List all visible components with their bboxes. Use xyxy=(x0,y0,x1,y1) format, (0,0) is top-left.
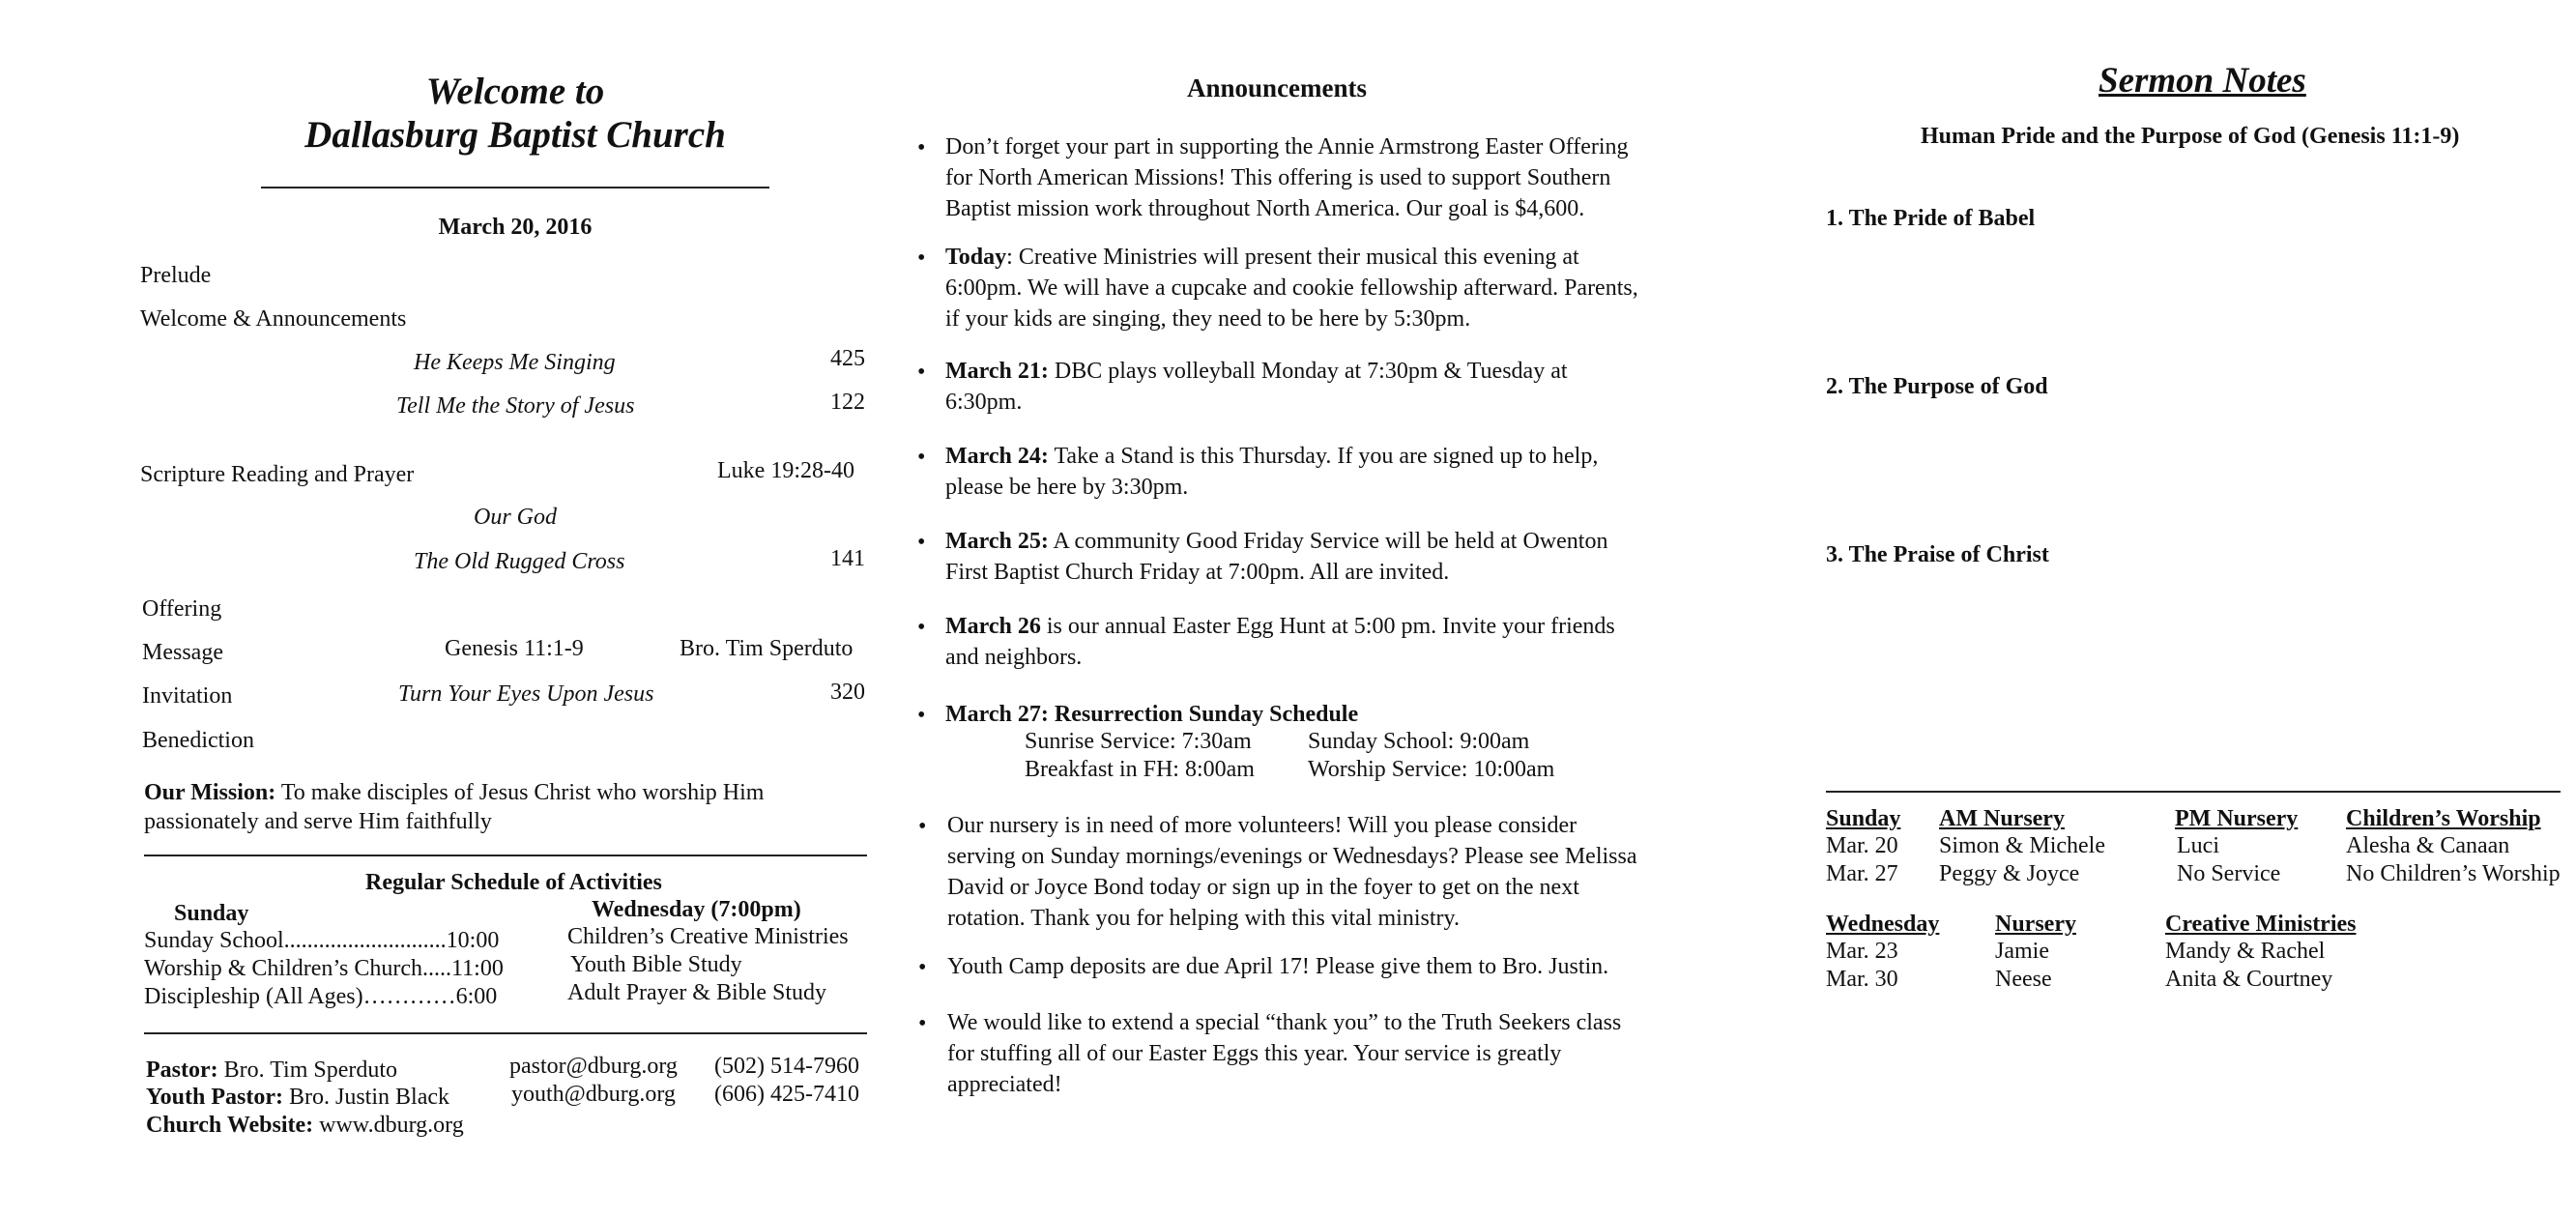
nursery-cw-header: Children’s Worship xyxy=(2346,806,2541,831)
announcement-text: Take a Stand is this Thursday. If you are signed up to help, please be here by 3:30pm. xyxy=(945,444,1599,500)
bullet-icon: • xyxy=(918,814,927,839)
wed-creative: Mandy & Rachel xyxy=(2165,939,2326,964)
wed-date: Mar. 23 xyxy=(1826,939,1898,964)
nursery-pm: Luci xyxy=(2177,833,2219,858)
schedule-sunday-item: Sunday School............................10:00 xyxy=(144,928,500,953)
youth-pastor-phone: (606) 425-7410 xyxy=(714,1082,859,1107)
nursery-cw: No Children’s Worship xyxy=(2346,861,2561,886)
bullet-icon: • xyxy=(917,445,926,470)
nursery-sunday-header: Sunday xyxy=(1826,806,1901,831)
bullet-icon: • xyxy=(917,615,926,640)
announcement-item xyxy=(945,242,1641,334)
announcement-item xyxy=(945,356,1641,418)
wed-nursery: Neese xyxy=(1995,967,2052,992)
announcement-item: Youth Camp deposits are due April 17! Please give them to Bro. Justin. xyxy=(947,954,1609,979)
song-2-number: 122 xyxy=(830,390,865,415)
creative-ministries-header: Creative Ministries xyxy=(2165,912,2357,937)
mission-label: Our Mission: xyxy=(144,780,276,805)
announcement-item xyxy=(945,526,1641,588)
mission-text-2: passionately and serve Him faithfully xyxy=(144,809,492,834)
announcements-title: Announcements xyxy=(1187,73,1368,102)
website-url: www.dburg.org xyxy=(313,1113,464,1138)
sermon-notes-panel xyxy=(1798,0,2576,1217)
schedule-wednesday-item: Youth Bible Study xyxy=(570,952,742,977)
wed-nursery: Jamie xyxy=(1995,939,2049,964)
announcement-item xyxy=(945,611,1641,673)
order-offering: Offering xyxy=(142,596,222,622)
youth-pastor-label: Youth Pastor: xyxy=(146,1085,283,1110)
bullet-icon: • xyxy=(917,246,926,271)
song-1-number: 425 xyxy=(830,346,865,371)
message-speaker: Bro. Tim Sperduto xyxy=(680,636,854,661)
bullet-icon: • xyxy=(918,955,927,980)
nursery-date: Mar. 27 xyxy=(1826,861,1898,886)
sermon-point: 3. The Praise of Christ xyxy=(1826,542,2049,567)
title-divider xyxy=(261,187,769,188)
youth-pastor-line xyxy=(146,1085,449,1111)
announcements-panel xyxy=(889,0,1701,1217)
pastor-line xyxy=(146,1058,397,1084)
announcement-label: March 25: xyxy=(945,529,1049,554)
nursery-am-header: AM Nursery xyxy=(1939,806,2065,831)
song-3-title: Our God xyxy=(474,505,558,530)
schedule-divider xyxy=(144,1032,867,1034)
announcement-label: March 26 xyxy=(945,614,1041,639)
mission-line1 xyxy=(144,780,764,806)
schedule-wednesday-header: Wednesday (7:00pm) xyxy=(592,897,801,922)
nursery-header: Nursery xyxy=(1995,912,2076,937)
pastor-name: Bro. Tim Sperduto xyxy=(217,1058,398,1083)
announcement-item: Don’t forget your part in supporting the Annie Armstrong Easter Offering for North American Missions! This offering is used to support Southern Baptist mission work throughout North America. Our goal is $4,600. xyxy=(945,134,1629,221)
easter-breakfast: Breakfast in FH: 8:00am xyxy=(1025,757,1255,782)
nursery-pm-header: PM Nursery xyxy=(2175,806,2299,831)
pastor-email: pastor@dburg.org xyxy=(509,1054,678,1079)
nursery-am: Simon & Michele xyxy=(1939,833,2105,858)
schedule-sunday-item: Discipleship (All Ages)…………6:00 xyxy=(144,984,498,1009)
announcement-item xyxy=(945,441,1641,503)
announcement-text: DBC plays volleyball Monday at 7:30pm & Tuesday at 6:30pm. xyxy=(945,359,1568,415)
announcement-text: is our annual Easter Egg Hunt at 5:00 pm. Invite your friends and neighbors. xyxy=(945,614,1615,670)
wed-date: Mar. 30 xyxy=(1826,967,1898,992)
nursery-am: Peggy & Joyce xyxy=(1939,861,2080,886)
bulletin-left-panel xyxy=(0,0,889,1217)
schedule-wednesday-item: Children’s Creative Ministries xyxy=(567,924,849,949)
easter-sunday-school: Sunday School: 9:00am xyxy=(1308,729,1530,754)
sermon-notes-title: Sermon Notes xyxy=(2098,61,2306,101)
sermon-point: 2. The Purpose of God xyxy=(1826,374,2048,399)
nursery-cw: Alesha & Canaan xyxy=(2346,833,2510,858)
website-line xyxy=(146,1113,464,1139)
welcome-title-line2: Dallasburg Baptist Church xyxy=(304,114,726,156)
schedule-title: Regular Schedule of Activities xyxy=(365,870,662,895)
announcement-item: We would like to extend a special “thank you” to the Truth Seekers class for stuffing all of our Easter Eggs this year. Your service is greatly appreciated! xyxy=(947,1010,1622,1097)
mission-text-1: To make disciples of Jesus Christ who worship Him xyxy=(275,780,765,805)
order-scripture: Scripture Reading and Prayer xyxy=(140,462,415,487)
welcome-title-line1: Welcome to xyxy=(425,71,605,112)
song-4-title: The Old Rugged Cross xyxy=(414,549,625,574)
mission-divider xyxy=(144,855,867,856)
youth-pastor-email: youth@dburg.org xyxy=(511,1082,676,1107)
order-message: Message xyxy=(142,640,223,665)
nursery-date: Mar. 20 xyxy=(1826,833,1898,858)
announcement-text: A community Good Friday Service will be held at Owenton First Baptist Church Friday at 7:00pm. All are invited. xyxy=(945,529,1608,585)
announcement-text: : Creative Ministries will present their musical this evening at 6:00pm. We will have a cupcake and cookie fellowship afterward. Parents, if your kids are singing, they need to be here by 5:30pm. xyxy=(945,245,1638,332)
announcement-label: March 21: xyxy=(945,359,1049,384)
pastor-label: Pastor: xyxy=(146,1058,218,1083)
announcement-label: March 24: xyxy=(945,444,1049,469)
pastor-phone: (502) 514-7960 xyxy=(714,1054,859,1079)
order-welcome: Welcome & Announcements xyxy=(140,306,407,332)
order-benediction: Benediction xyxy=(142,728,254,753)
song-2-title: Tell Me the Story of Jesus xyxy=(396,393,635,419)
bullet-icon: • xyxy=(917,360,926,385)
website-label: Church Website: xyxy=(146,1113,314,1138)
sermon-subtitle: Human Pride and the Purpose of God (Genesis 11:1-9) xyxy=(1921,124,2460,149)
invitation-number: 320 xyxy=(830,680,865,705)
scripture-reference: Luke 19:28-40 xyxy=(717,458,854,483)
bullet-icon: • xyxy=(917,135,926,160)
wed-creative: Anita & Courtney xyxy=(2165,967,2333,992)
nursery-pm: No Service xyxy=(2177,861,2281,886)
nursery-wednesday-header: Wednesday xyxy=(1826,912,1940,937)
bullet-icon: • xyxy=(917,703,926,728)
bullet-icon: • xyxy=(918,1011,927,1036)
message-reference: Genesis 11:1-9 xyxy=(445,636,584,661)
schedule-wednesday-item: Adult Prayer & Bible Study xyxy=(567,980,826,1005)
bullet-icon: • xyxy=(917,530,926,555)
easter-sunrise: Sunrise Service: 7:30am xyxy=(1025,729,1252,754)
announcement-label: Today xyxy=(945,245,1007,270)
invitation-song: Turn Your Eyes Upon Jesus xyxy=(398,681,654,707)
easter-schedule-title: March 27: Resurrection Sunday Schedule xyxy=(945,702,1359,727)
sermon-point: 1. The Pride of Babel xyxy=(1826,206,2036,231)
schedule-sunday-header: Sunday xyxy=(174,901,249,926)
order-prelude: Prelude xyxy=(140,263,212,288)
schedule-sunday-item: Worship & Children’s Church.....11:00 xyxy=(144,956,504,981)
easter-worship: Worship Service: 10:00am xyxy=(1308,757,1555,782)
nursery-divider xyxy=(1826,791,2561,793)
announcement-item: Our nursery is in need of more volunteers! Will you please consider serving on Sunday mornings/evenings or Wednesdays? Please see Melissa David or Joyce Bond today or sign up in the foyer to get on the next rotation. Thank you for helping with this vital ministry. xyxy=(947,813,1637,931)
service-date: March 20, 2016 xyxy=(438,215,593,240)
song-1-title: He Keeps Me Singing xyxy=(414,350,616,375)
song-4-number: 141 xyxy=(830,546,865,571)
youth-pastor-name: Bro. Justin Black xyxy=(283,1085,449,1110)
order-invitation: Invitation xyxy=(142,683,233,709)
